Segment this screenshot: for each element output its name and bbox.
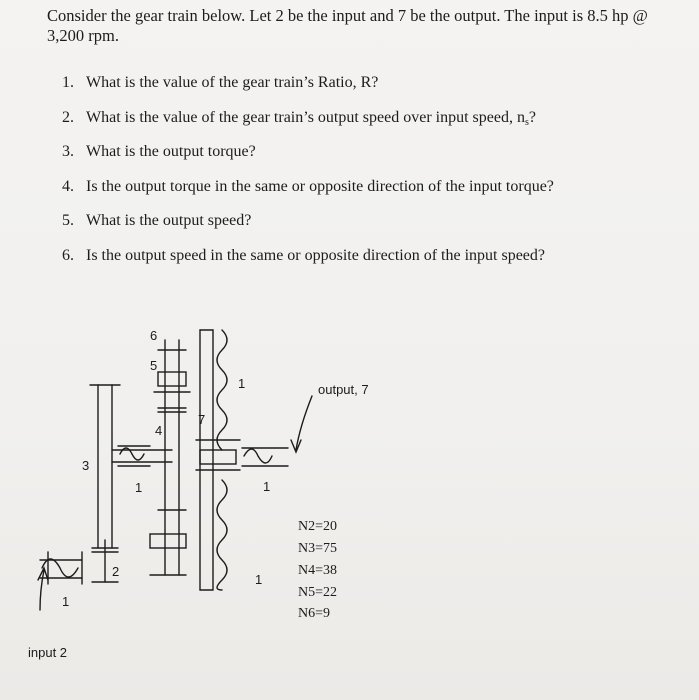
gear-stack-low-block [150, 534, 186, 548]
question-item [62, 74, 682, 109]
teeth-n4: N4=38 [298, 563, 338, 578]
question-text: What is the value of the gear train’s Ratio, R? [86, 74, 379, 91]
teeth-n2: N2=20 [298, 519, 338, 534]
question-text-wrap [86, 109, 536, 128]
question-item [62, 212, 682, 247]
question-tail: ? [528, 108, 536, 126]
question-number: 1. [62, 74, 74, 91]
gear3-label: 3 [82, 458, 90, 473]
question-number: 4. [62, 177, 74, 195]
question-item [62, 143, 682, 178]
gear2-label: 2 [112, 564, 120, 579]
question-number: 3. [62, 143, 74, 160]
question-text: What is the output speed? [86, 212, 252, 229]
output-arrow-line [296, 396, 312, 450]
frame-label-mid-left: 1 [135, 480, 143, 495]
gear7-hub [200, 450, 236, 464]
question-item [62, 109, 682, 144]
question-number: 5. [62, 212, 74, 229]
gear6-label: 6 [150, 328, 158, 343]
question-item [62, 247, 682, 282]
teeth-n6: N6=9 [298, 606, 331, 621]
question-text: Is the output torque in the same or opposite direction of the input torque? [86, 177, 554, 195]
gear5-block [158, 372, 186, 386]
gear7-wave-bottom [217, 480, 227, 590]
gear4-label: 4 [155, 423, 163, 438]
question-number: 6. [62, 246, 74, 264]
question-item [62, 178, 682, 213]
gear7-label: 7 [198, 412, 206, 427]
frame-label-low-right: 1 [255, 572, 263, 587]
frame-label-input: 1 [62, 594, 70, 609]
frame-label-top: 1 [238, 376, 246, 391]
question-text: What is the output torque? [86, 143, 256, 160]
problem-intro: Consider the gear train below. Let 2 be the input and 7 be the output. The input is 8.5 hp @ 3,200 rpm. [47, 6, 648, 45]
gear7-wave-top [217, 330, 227, 450]
input-label: input 2 [28, 645, 68, 660]
output-arrow-head [291, 440, 301, 452]
teeth-n3: N3=75 [298, 541, 338, 556]
question-text: Is the output speed in the same or opposite direction of the input speed? [86, 246, 545, 264]
teeth-n5: N5=22 [298, 585, 338, 600]
frame-label-mid-right: 1 [263, 479, 271, 494]
output-bearing-curve [244, 449, 272, 463]
question-number: 2. [62, 108, 74, 126]
question-list [62, 74, 682, 281]
gear5-label: 5 [150, 358, 158, 373]
question-subscript: s [524, 116, 529, 128]
gear-train-diagram [0, 300, 699, 700]
question-text: What is the value of the gear train’s output speed over input speed, n [86, 108, 525, 126]
output-label: output, 7 [318, 382, 369, 397]
